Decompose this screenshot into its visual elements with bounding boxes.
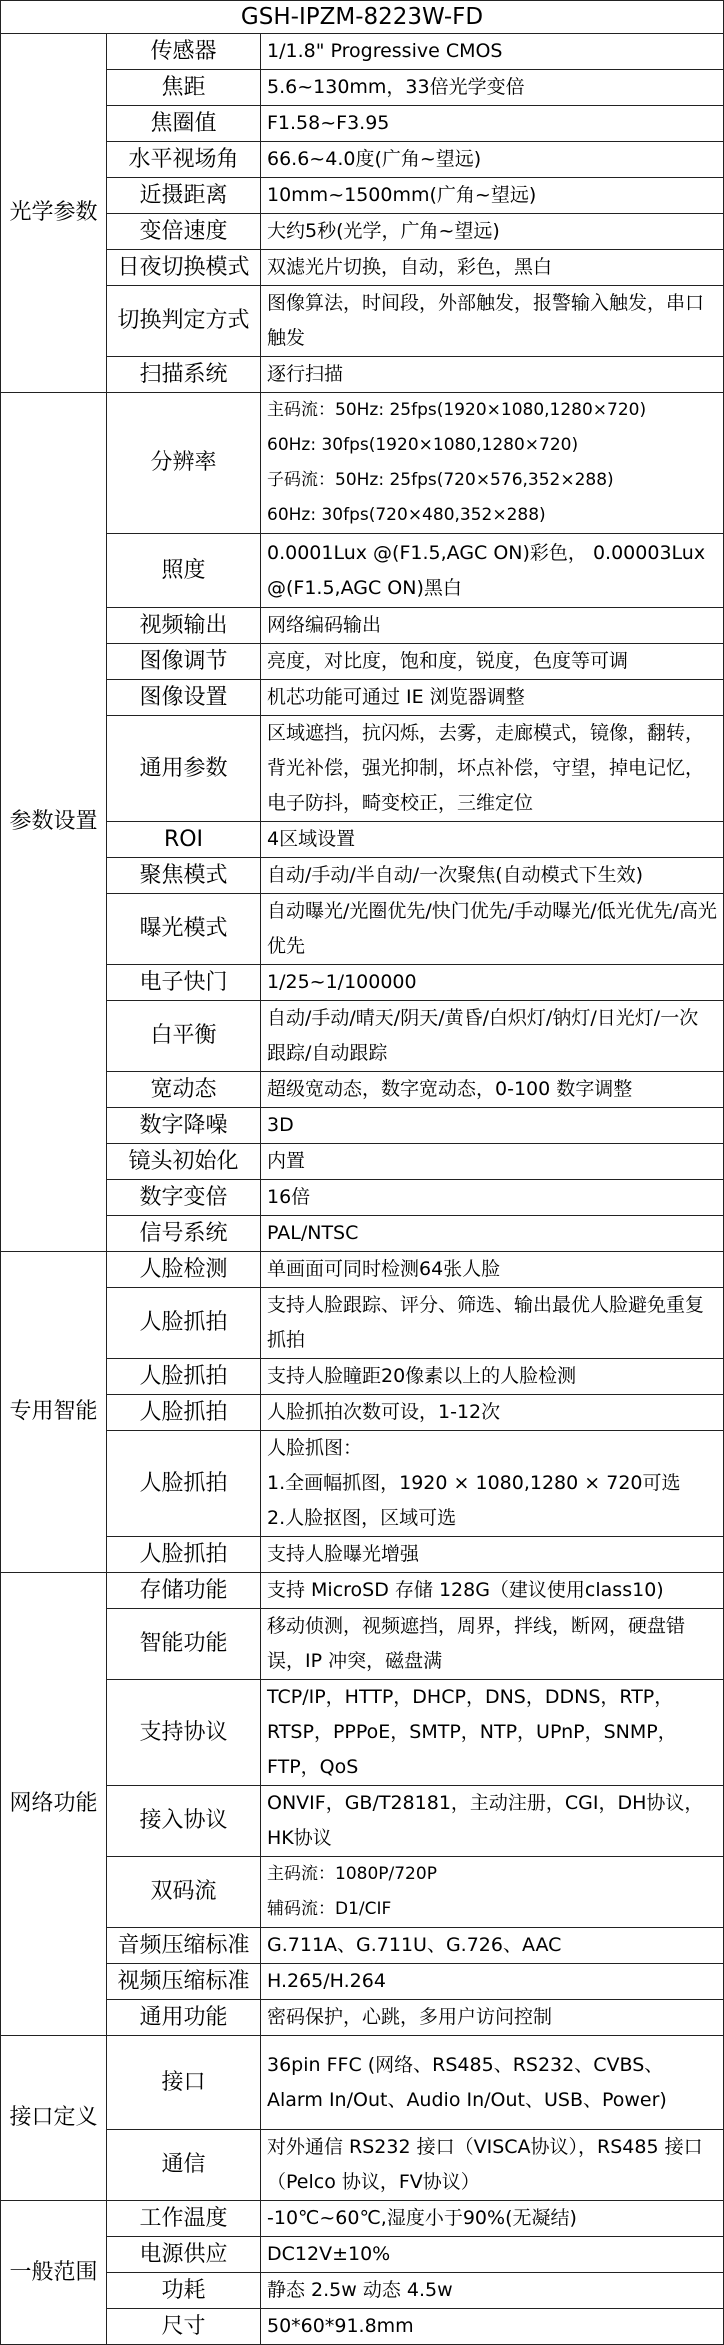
spec-row bbox=[1, 1928, 724, 1964]
value-line: 自动/手动/晴天/阴天/黄昏/白炽灯/钠灯/日光灯/一次跟踪/自动跟踪 bbox=[267, 1007, 699, 1064]
value-line: H.265/H.264 bbox=[267, 1970, 386, 1992]
spec-row bbox=[1, 858, 724, 894]
param-value bbox=[261, 1001, 724, 1072]
spec-row bbox=[1, 1108, 724, 1144]
value-line: 逐行扫描 bbox=[267, 363, 344, 385]
spec-title: GSH-IPZM-8223W-FD bbox=[1, 1, 724, 34]
param-value bbox=[261, 1786, 724, 1857]
category-label: 接口定义 bbox=[1, 2036, 107, 2201]
spec-row bbox=[1, 1072, 724, 1108]
param-name: 图像设置 bbox=[107, 680, 261, 716]
spec-row bbox=[1, 1180, 724, 1216]
param-value bbox=[261, 1359, 724, 1395]
param-value bbox=[261, 822, 724, 858]
param-value bbox=[261, 2201, 724, 2237]
value-line: 2.人脸抠图，区域可选 bbox=[267, 1507, 457, 1529]
spec-row bbox=[1, 2000, 724, 2036]
spec-row bbox=[1, 2036, 724, 2130]
param-value bbox=[261, 1573, 724, 1609]
value-line: 内置 bbox=[267, 1150, 306, 1172]
spec-row bbox=[1, 965, 724, 1001]
param-value bbox=[261, 1609, 724, 1680]
spec-row bbox=[1, 286, 724, 357]
value-line: 50*60*91.8mm bbox=[267, 2315, 414, 2337]
param-name: 宽动态 bbox=[107, 1072, 261, 1108]
param-name: ROI bbox=[107, 822, 261, 858]
param-name: 焦圈值 bbox=[107, 106, 261, 142]
value-line: G.711A、G.711U、G.726、AAC bbox=[267, 1934, 562, 1956]
spec-row bbox=[1, 534, 724, 608]
param-name: 人脸抓拍 bbox=[107, 1537, 261, 1573]
param-value bbox=[261, 1964, 724, 2000]
spec-row bbox=[1, 716, 724, 822]
param-value bbox=[261, 2130, 724, 2201]
spec-row bbox=[1, 106, 724, 142]
value-line: 支持 MicroSD 存储 128G（建议使用class10) bbox=[267, 1579, 664, 1601]
value-line: TCP/IP，HTTP，DHCP，DNS，DDNS，RTP，RTSP，PPPoE，SMTP，NTP，UPnP，SNMP，FTP，QoS bbox=[267, 1686, 677, 1778]
param-value bbox=[261, 70, 724, 106]
spec-row bbox=[1, 1964, 724, 2000]
spec-row bbox=[1, 70, 724, 106]
param-name: 存储功能 bbox=[107, 1573, 261, 1609]
spec-row bbox=[1, 608, 724, 644]
param-value bbox=[261, 1180, 724, 1216]
value-line: 主码流：50Hz: 25fps(1920×1080,1280×720) bbox=[267, 400, 647, 420]
spec-row bbox=[1, 214, 724, 250]
value-line: F1.58~F3.95 bbox=[267, 112, 390, 134]
value-line: 5.6~130mm，33倍光学变倍 bbox=[267, 76, 525, 98]
value-line: ONVIF，GB/T28181，主动注册，CGI，DH协议，HK协议 bbox=[267, 1792, 704, 1849]
param-name: 视频输出 bbox=[107, 608, 261, 644]
value-line: 4区域设置 bbox=[267, 828, 356, 850]
param-name: 通用功能 bbox=[107, 2000, 261, 2036]
value-line: 0.0001Lux @(F1.5,AGC ON)彩色， 0.00003Lux @(F1.5,AGC ON)黑白 bbox=[267, 541, 706, 599]
param-name: 视频压缩标准 bbox=[107, 1964, 261, 2000]
param-name: 通信 bbox=[107, 2130, 261, 2201]
spec-row bbox=[1, 2273, 724, 2309]
param-value bbox=[261, 1537, 724, 1573]
spec-row bbox=[1, 393, 724, 534]
spec-row bbox=[1, 1680, 724, 1786]
value-line: 3D bbox=[267, 1114, 294, 1136]
value-line: 人脸抓图： bbox=[267, 1437, 363, 1459]
param-value bbox=[261, 608, 724, 644]
param-value bbox=[261, 286, 724, 357]
value-line: 机芯功能可通过 IE 浏览器调整 bbox=[267, 686, 525, 708]
value-line: 人脸抓拍次数可设，1-12次 bbox=[267, 1401, 501, 1423]
spec-row bbox=[1, 2201, 724, 2237]
param-value bbox=[261, 1928, 724, 1964]
param-value bbox=[261, 858, 724, 894]
param-name: 数字降噪 bbox=[107, 1108, 261, 1144]
value-line: 超级宽动态，数字宽动态，0-100 数字调整 bbox=[267, 1078, 633, 1100]
param-name: 支持协议 bbox=[107, 1680, 261, 1786]
param-value bbox=[261, 250, 724, 286]
param-value bbox=[261, 680, 724, 716]
param-value bbox=[261, 965, 724, 1001]
value-line: 支持人脸曝光增强 bbox=[267, 1543, 420, 1565]
param-name: 尺寸 bbox=[107, 2309, 261, 2345]
spec-row bbox=[1, 142, 724, 178]
spec-row bbox=[1, 1144, 724, 1180]
param-name: 图像调节 bbox=[107, 644, 261, 680]
param-value bbox=[261, 214, 724, 250]
spec-row bbox=[1, 822, 724, 858]
value-line: PAL/NTSC bbox=[267, 1222, 359, 1244]
param-value bbox=[261, 1857, 724, 1928]
spec-row bbox=[1, 1857, 724, 1928]
param-name: 镜头初始化 bbox=[107, 1144, 261, 1180]
param-value bbox=[261, 34, 724, 70]
value-line: 网络编码输出 bbox=[267, 614, 382, 636]
param-name: 人脸抓拍 bbox=[107, 1431, 261, 1537]
spec-row bbox=[1, 34, 724, 70]
value-line: 对外通信 RS232 接口（VISCA协议），RS485 接口（Pelco 协议，FV协议） bbox=[267, 2136, 703, 2193]
value-line: 1/25~1/100000 bbox=[267, 971, 417, 993]
param-name: 电源供应 bbox=[107, 2237, 261, 2273]
param-name: 白平衡 bbox=[107, 1001, 261, 1072]
param-name: 接入协议 bbox=[107, 1786, 261, 1857]
value-line: 区域遮挡，抗闪烁，去雾，走廊模式，镜像，翻转，背光补偿，强光抑制，坏点补偿，守望，掉电记忆，电子防抖，畸变校正，三维定位 bbox=[267, 722, 705, 814]
spec-row bbox=[1, 357, 724, 393]
value-line: 36pin FFC (网络、RS485、RS232、CVBS、Alarm In/Out、Audio In/Out、USB、Power) bbox=[267, 2053, 667, 2111]
category-label: 专用智能 bbox=[1, 1252, 107, 1573]
spec-row bbox=[1, 644, 724, 680]
spec-row bbox=[1, 1573, 724, 1609]
value-line: 60Hz: 30fps(720×480,352×288) bbox=[267, 505, 546, 525]
param-name: 聚焦模式 bbox=[107, 858, 261, 894]
spec-row bbox=[1, 178, 724, 214]
value-line: 双滤光片切换，自动，彩色，黑白 bbox=[267, 256, 553, 278]
spec-row bbox=[1, 2237, 724, 2273]
param-name: 水平视场角 bbox=[107, 142, 261, 178]
spec-row bbox=[1, 894, 724, 965]
spec-row bbox=[1, 680, 724, 716]
spec-row bbox=[1, 1216, 724, 1252]
value-line: 16倍 bbox=[267, 1186, 311, 1208]
value-line: 支持人脸瞳距20像素以上的人脸检测 bbox=[267, 1365, 577, 1387]
param-value bbox=[261, 894, 724, 965]
spec-row bbox=[1, 1609, 724, 1680]
param-name: 音频压缩标准 bbox=[107, 1928, 261, 1964]
param-value bbox=[261, 716, 724, 822]
value-line: 大约5秒(光学，广角~望远) bbox=[267, 220, 500, 242]
param-value bbox=[261, 644, 724, 680]
param-name: 信号系统 bbox=[107, 1216, 261, 1252]
param-name: 变倍速度 bbox=[107, 214, 261, 250]
spec-row bbox=[1, 1252, 724, 1288]
value-line: 移动侦测，视频遮挡，周界，拌线，断网，硬盘错误，IP 冲突，磁盘满 bbox=[267, 1615, 686, 1672]
param-value bbox=[261, 142, 724, 178]
spec-row bbox=[1, 1537, 724, 1573]
category-label: 网络功能 bbox=[1, 1573, 107, 2036]
param-name: 人脸检测 bbox=[107, 1252, 261, 1288]
param-name: 通用参数 bbox=[107, 716, 261, 822]
value-line: 1.全画幅抓图，1920 × 1080,1280 × 720可选 bbox=[267, 1472, 681, 1494]
category-label: 光学参数 bbox=[1, 34, 107, 393]
param-value bbox=[261, 2036, 724, 2130]
param-name: 传感器 bbox=[107, 34, 261, 70]
param-name: 曝光模式 bbox=[107, 894, 261, 965]
value-line: 辅码流：D1/CIF bbox=[267, 1899, 392, 1919]
value-line: 静态 2.5w 动态 4.5w bbox=[267, 2279, 453, 2301]
spec-row bbox=[1, 1288, 724, 1359]
value-line: 密码保护，心跳，多用户访问控制 bbox=[267, 2006, 553, 2028]
param-value bbox=[261, 1680, 724, 1786]
value-line: 60Hz: 30fps(1920×1080,1280×720) bbox=[267, 435, 579, 455]
value-line: 10mm~1500mm(广角~望远) bbox=[267, 184, 537, 206]
param-name: 分辨率 bbox=[107, 393, 261, 534]
spec-row bbox=[1, 1395, 724, 1431]
title-row bbox=[1, 1, 724, 34]
param-name: 电子快门 bbox=[107, 965, 261, 1001]
value-line: DC12V±10% bbox=[267, 2243, 391, 2265]
category-label: 一般范围 bbox=[1, 2201, 107, 2345]
spec-row bbox=[1, 2309, 724, 2345]
param-value bbox=[261, 1252, 724, 1288]
spec-row bbox=[1, 2130, 724, 2201]
value-line: 图像算法，时间段，外部触发，报警输入触发，串口触发 bbox=[267, 292, 705, 349]
param-value bbox=[261, 2000, 724, 2036]
param-value bbox=[261, 393, 724, 534]
param-name: 切换判定方式 bbox=[107, 286, 261, 357]
param-value bbox=[261, 1144, 724, 1180]
param-name: 双码流 bbox=[107, 1857, 261, 1928]
spec-row bbox=[1, 1786, 724, 1857]
param-name: 近摄距离 bbox=[107, 178, 261, 214]
value-line: 66.6~4.0度(广角~望远) bbox=[267, 148, 482, 170]
param-name: 人脸抓拍 bbox=[107, 1359, 261, 1395]
param-value bbox=[261, 1216, 724, 1252]
value-line: -10℃~60℃,湿度小于90%(无凝结) bbox=[267, 2207, 577, 2229]
param-name: 智能功能 bbox=[107, 1609, 261, 1680]
param-name: 照度 bbox=[107, 534, 261, 608]
spec-row bbox=[1, 1431, 724, 1537]
param-name: 人脸抓拍 bbox=[107, 1395, 261, 1431]
param-value bbox=[261, 1395, 724, 1431]
value-line: 自动/手动/半自动/一次聚焦(自动模式下生效) bbox=[267, 864, 644, 886]
param-name: 数字变倍 bbox=[107, 1180, 261, 1216]
param-value bbox=[261, 357, 724, 393]
value-line: 单画面可同时检测64张人脸 bbox=[267, 1258, 501, 1280]
spec-row bbox=[1, 250, 724, 286]
param-value bbox=[261, 534, 724, 608]
category-label: 参数设置 bbox=[1, 393, 107, 1252]
value-line: 支持人脸跟踪、评分、筛选、输出最优人脸避免重复抓拍 bbox=[267, 1294, 705, 1351]
param-name: 功耗 bbox=[107, 2273, 261, 2309]
param-name: 人脸抓拍 bbox=[107, 1288, 261, 1359]
param-value bbox=[261, 106, 724, 142]
value-line: 主码流：1080P/720P bbox=[267, 1864, 437, 1884]
param-value bbox=[261, 178, 724, 214]
param-value bbox=[261, 2237, 724, 2273]
param-name: 焦距 bbox=[107, 70, 261, 106]
value-line: 亮度，对比度，饱和度，锐度，色度等可调 bbox=[267, 650, 629, 672]
param-value bbox=[261, 1072, 724, 1108]
param-name: 扫描系统 bbox=[107, 357, 261, 393]
value-line: 1/1.8" Progressive CMOS bbox=[267, 40, 503, 62]
param-name: 工作温度 bbox=[107, 2201, 261, 2237]
param-value bbox=[261, 1431, 724, 1537]
param-value bbox=[261, 1108, 724, 1144]
spec-row bbox=[1, 1001, 724, 1072]
param-value bbox=[261, 2273, 724, 2309]
param-value bbox=[261, 1288, 724, 1359]
value-line: 自动曝光/光圈优先/快门优先/手动曝光/低光优先/高光优先 bbox=[267, 900, 718, 957]
value-line: 子码流：50Hz: 25fps(720×576,352×288) bbox=[267, 470, 614, 490]
param-name: 接口 bbox=[107, 2036, 261, 2130]
spec-row bbox=[1, 1359, 724, 1395]
param-name: 日夜切换模式 bbox=[107, 250, 261, 286]
param-value bbox=[261, 2309, 724, 2345]
